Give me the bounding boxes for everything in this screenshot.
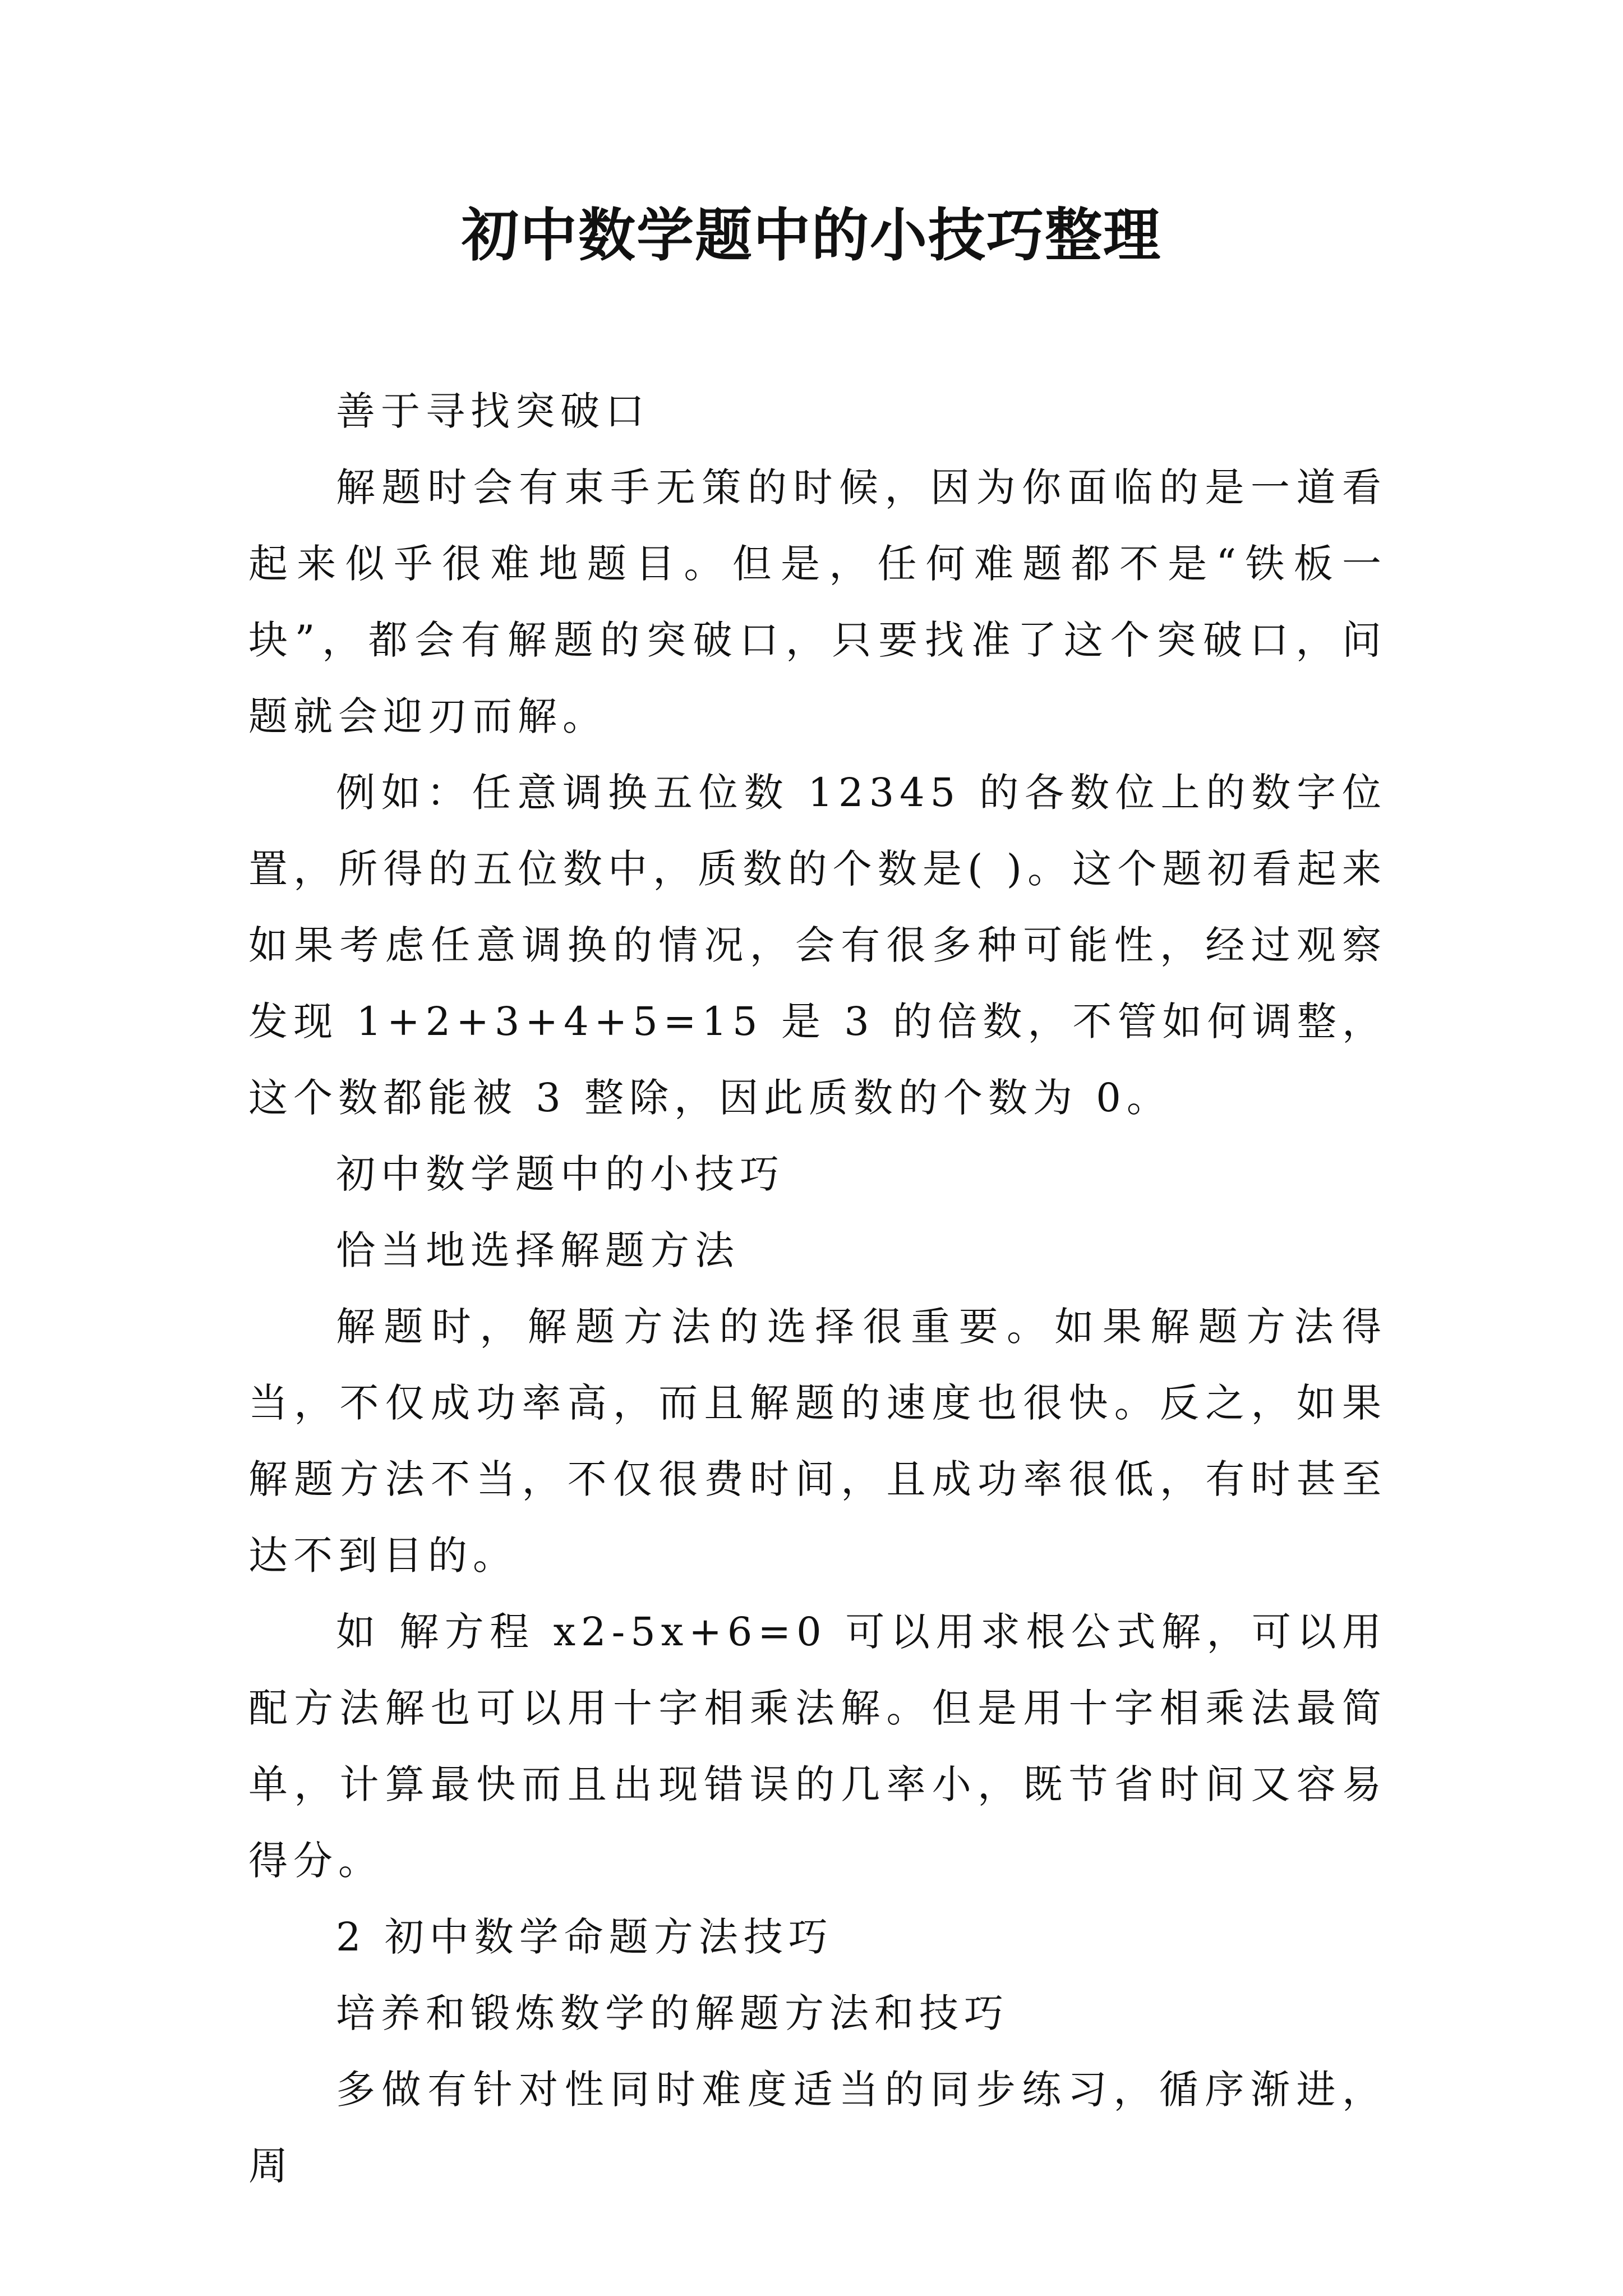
paragraph-method-example: 如 解方程 x2-5x+6=0 可以用求根公式解，可以用配方法解也可以用十字相乘法解。但是用十字相乘法最简单，计算最快而且出现错误的几率小，既节省时间又容易得分。 [248, 1609, 1387, 1884]
section-heading-breakthrough: 善于寻找突破口 [336, 388, 650, 434]
section-heading-tips: 初中数学题中的小技巧 [336, 1151, 785, 1197]
section-heading-method-choice: 恰当地选择解题方法 [336, 1227, 740, 1273]
paragraph-breakthrough-example: 例如：任意调换五位数 12345 的各数位上的数字位置，所得的五位数中，质数的个数是( )。这个题初看起来如果考虑任意调换的情况，会有很多种可能性，经过观察发现 1+2+3+4+5=15 是 3 的倍数，不管如何调整，这个数都能被 3 整除，因此质数的个数为 0。 [248, 770, 1387, 1121]
paragraph-practice: 多做有针对性同时难度适当的同步练习，循序渐进，周 [248, 2067, 1387, 2189]
section-heading-proposition: 2 初中数学命题方法技巧 [336, 1914, 833, 1960]
document-title: 初中数学题中的小技巧整理 [462, 202, 1161, 269]
paragraph-method-choice: 解题时，解题方法的选择很重要。如果解题方法得当，不仅成功率高，而且解题的速度也很快。反之，如果解题方法不当，不仅很费时间，且成功率很低，有时甚至达不到目的。 [248, 1304, 1387, 1579]
document-body [248, 373, 1387, 2204]
section-heading-training: 培养和锻炼数学的解题方法和技巧 [336, 1990, 1009, 2036]
paragraph-breakthrough-intro: 解题时会有束手无策的时候，因为你面临的是一道看起来似乎很难地题目。但是，任何难题都不是“铁板一块”，都会有解题的突破口，只要找准了这个突破口，问题就会迎刃而解。 [248, 464, 1387, 739]
